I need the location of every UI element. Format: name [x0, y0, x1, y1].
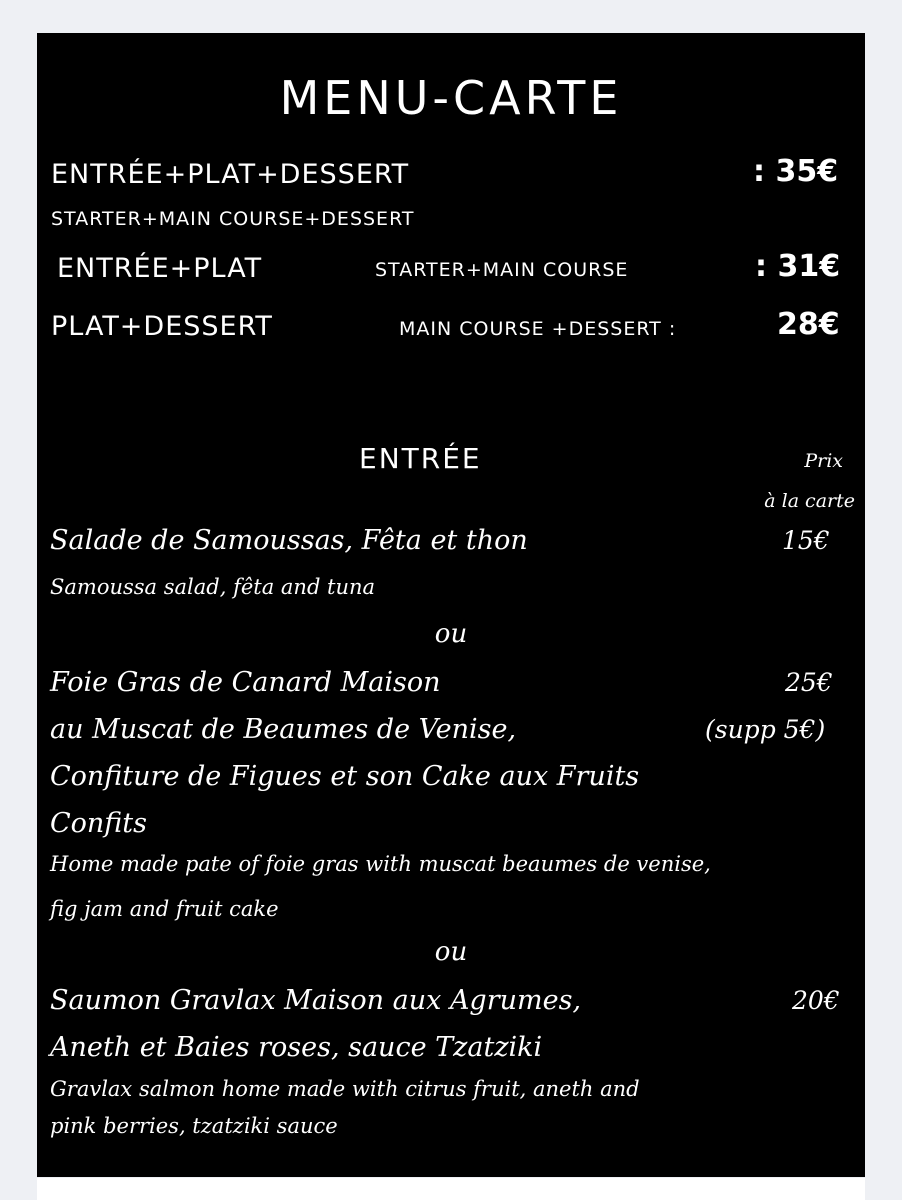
formula-1-price: : 35€	[753, 154, 839, 189]
dish-2-line-3: Confiture de Figues et son Cake aux Fruits	[50, 761, 640, 792]
dish-2-line-1: Foie Gras de Canard Maison	[50, 667, 441, 698]
dish-2-line-4: Confits	[50, 808, 148, 839]
formula-3-price: 28€	[777, 307, 840, 342]
dish-1-price: 15€	[782, 526, 830, 555]
dish-1-translation: Samoussa salad, fêta and tuna	[50, 575, 376, 599]
dish-3-line-2: Aneth et Baies roses, sauce Tzatziki	[50, 1032, 543, 1063]
dish-2-price: 25€	[785, 668, 833, 697]
formula-2-translation: STARTER+MAIN COURSE	[375, 259, 629, 281]
dish-2-supplement: (supp 5€)	[705, 715, 826, 744]
menu-board	[37, 33, 865, 1177]
price-header-line1: Prix	[804, 450, 843, 472]
separator-ou-2: ou	[434, 937, 468, 967]
dish-3-price: 20€	[792, 986, 840, 1015]
menu-title: MENU-CARTE	[279, 71, 623, 125]
dish-2-translation-1: Home made pate of foie gras with muscat beaumes de venise,	[50, 852, 711, 876]
separator-ou-1: ou	[434, 619, 468, 649]
formula-3-translation: MAIN COURSE +DESSERT :	[399, 318, 677, 340]
formula-1-label: ENTRÉE+PLAT+DESSERT	[51, 159, 410, 190]
dish-1-name: Salade de Samoussas, Fêta et thon	[50, 525, 528, 556]
dish-2-translation-2: fig jam and fruit cake	[50, 897, 279, 921]
page-bottom-strip	[37, 1178, 865, 1200]
dish-3-translation-2: pink berries, tzatziki sauce	[50, 1114, 338, 1138]
formula-1-translation: STARTER+MAIN COURSE+DESSERT	[51, 208, 415, 230]
dish-3-line-1: Saumon Gravlax Maison aux Agrumes,	[50, 985, 582, 1016]
formula-2-price: : 31€	[755, 249, 841, 284]
section-title: ENTRÉE	[359, 442, 482, 475]
dish-2-line-2: au Muscat de Beaumes de Venise,	[50, 714, 517, 745]
formula-2-label: ENTRÉE+PLAT	[57, 253, 263, 284]
price-header-line2: à la carte	[764, 490, 855, 512]
formula-3-label: PLAT+DESSERT	[51, 311, 273, 342]
dish-3-translation-1: Gravlax salmon home made with citrus fruit, aneth and	[50, 1077, 640, 1101]
